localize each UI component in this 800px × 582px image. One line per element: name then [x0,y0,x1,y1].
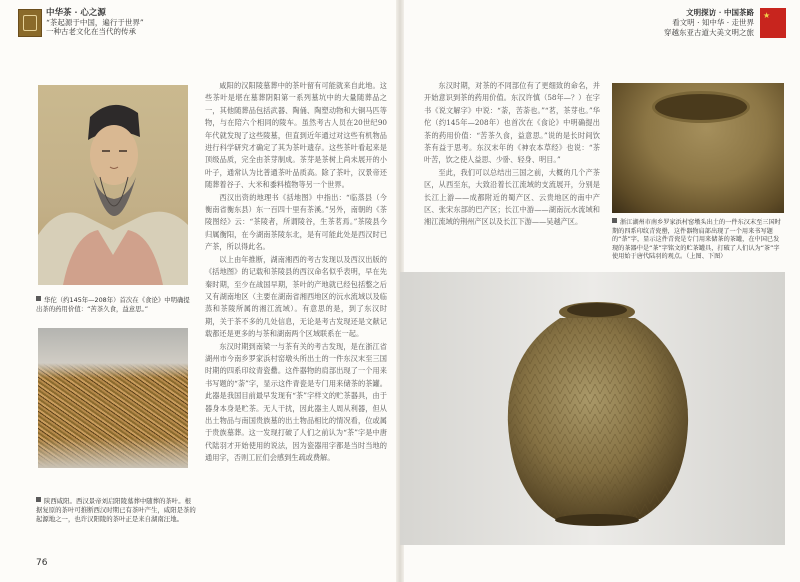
page-number: 76 [36,558,48,568]
jar-caption-text: 浙江湖州市南乡罗家浜村窑墩头出土的一件东汉末至三国时期的四系印纹青瓷罍，这件器物肩部出现了一个用来书写题的“荼”字，显示这件青瓷是专门用来储茶的茶罐，在中国已发现的茶器中是“茶”字铭文的贮茶罐具，打破了人们认为“茶”字使用始于唐代陆羽的观点。（上图、下图） [612,219,781,261]
leaves-caption-text: 陕西咸阳。西汉景帝刘启阳陵墓葬中随葬的茶叶。根据复原的茶叶可推断西汉时期已有茶叶产生，咸阳是茶的起源地之一，也许汉阳陵的茶叶正是来自湖南汪地。 [36,497,196,524]
jar-caption [612,218,784,262]
leaves-caption [36,497,196,525]
paragraph: 咸阳的汉阳陵墓葬中的茶叶留有可能就来自此地。这些茶叶是堪在墓葬阴阳第一系列墓坑中的大量随葬品之一，其他随葬品包括武器、陶俑、陶塑动物和大铜马匹等物，与在陪六个相同的陵车。虽然考古人员在20世纪90年代就发现了这些陵墓，但直到近年通过对这些有机物品进行科学研究才确定了其为茶叶遗存。这些茶叶看起来是顶级品质，完全由茶芽制成。茶芽是茶树上尚未展开的小叶子，通常认为比普通茶叶品质高。除了茶叶，汉景帝还随葬着谷子、大米和黍料植物等另一个世界。 [205,81,387,190]
right-header-line-1: 文明探访 · 中国茶路 [686,8,754,17]
flag-icon [760,8,786,38]
middle-text-column [205,80,387,550]
tea-leaves-image [38,328,188,468]
series-subtitle-2: 一种古老文化在当代的传承 [46,27,136,36]
portrait-caption-text: 华佗（约145年—208年）首次在《食论》中明确提出茶的药用价值：“苦茶久食，益意思。” [36,296,190,314]
right-header-line-3: 穿越东亚古道大美文明之旅 [664,28,754,37]
celadon-jar-image [400,272,785,545]
paragraph: 以上由年推断，湖南湘西的考古发现以及西汉出版的《括地图》的记载和茶陵县的西汉命名似乎表明，早在先秦时期，至少在战国早期，茶叶的产地就已经包括整之后又有湖南地区（主要在湖南省湘西地区的沅水流域以及临蒸和茶陵所属的湘江流域）。有意思的是，到了东汉时期，关于茶不多的几处信息，无论是考古发现还是文献记载都还是更多的与茶和湖南两个区域联系在一起。 [205,254,387,339]
flag-star: ★ [763,11,771,20]
caption-bullet-icon [36,497,41,502]
jar-shoulder-detail-image [612,83,784,213]
series-title: 中华茶 · 心之源 [46,8,106,18]
portrait-caption [36,296,196,314]
paragraph: 东汉时期到南梁一与茶有关的考古发现，是在浙江省湖州市今南乡罗家浜村窑墩头所出土的一件东汉末至三国时期的四系印纹青瓷罍。这件器物的肩部出现了一个用来书写题的“荼”字，显示这件青瓷是专门用来储茶的茶罐。此器是我国目前最早发现有“茶”字样文的贮茶器具，由于器身本身是贮茶。无人干扰，因此器主人周从利器，但从出土物品与南国贵族墓的出土物品相比的情况看，位或属于贵族墓葬。这一发现打破了人们之前认为“茶”字是中唐代陆羽才开始使用的说法，因为瓷器用字都是当时当地的通用字，否则工匠们会感到生疏或费解。 [205,341,387,463]
right-text-column [424,80,600,265]
hua-tuo-portrait-image [38,85,188,285]
left-running-header [18,8,218,38]
caption-bullet-icon [612,218,617,223]
paragraph: 至此，我们可以总结出三国之前，大概的几个产茶区，从西至东，大致沿着长江流域的支流展开，分别是长江上游——成都附近的蜀产区、云贵地区的南中产区、张宋东部的巴产区；长江中游——湖南沅水流域和湘江流域的荆州产区以及长江下游——吴越产区。 [424,167,600,227]
series-subtitle-1: “茶起源于中国，遍行于世界” [46,18,144,27]
paragraph: 西汉出资的地理书《括地图》中指出：“临蒸县（今衡南省衡东县）东一百四十里有茶溪。”另外，南朝的《茶陵图经》云：“茶陵者，所谓陵谷，生茶茗焉。”茶陵县今归属衡阳，在今湖南茶陵东北，是有可能此处是西汉时已产茶，所以得此名。 [205,192,387,252]
caption-bullet-icon [36,296,41,301]
right-running-header [556,8,786,42]
right-header-line-2: 看文明 · 知中华 · 走世界 [672,18,754,27]
paragraph: 东汉时期，对茶的不同部位有了更细致的命名，并开始意识到茶的药用价值。东汉许慎（58年—？）在字书《说文解字》中说：“荼，苦荼也。”“茗，茶芽也。”华佗（约145年—208年）也首次在《食论》中明确提出茶的药用价值：“苦茶久食，益意思。”说的是长时间饮茶有益于思考。东汉末年的《神农本草经》也说：“茶叶苦，饮之使人益思、少卧、轻身、明目。” [424,81,600,165]
series-logo-icon [18,9,42,37]
